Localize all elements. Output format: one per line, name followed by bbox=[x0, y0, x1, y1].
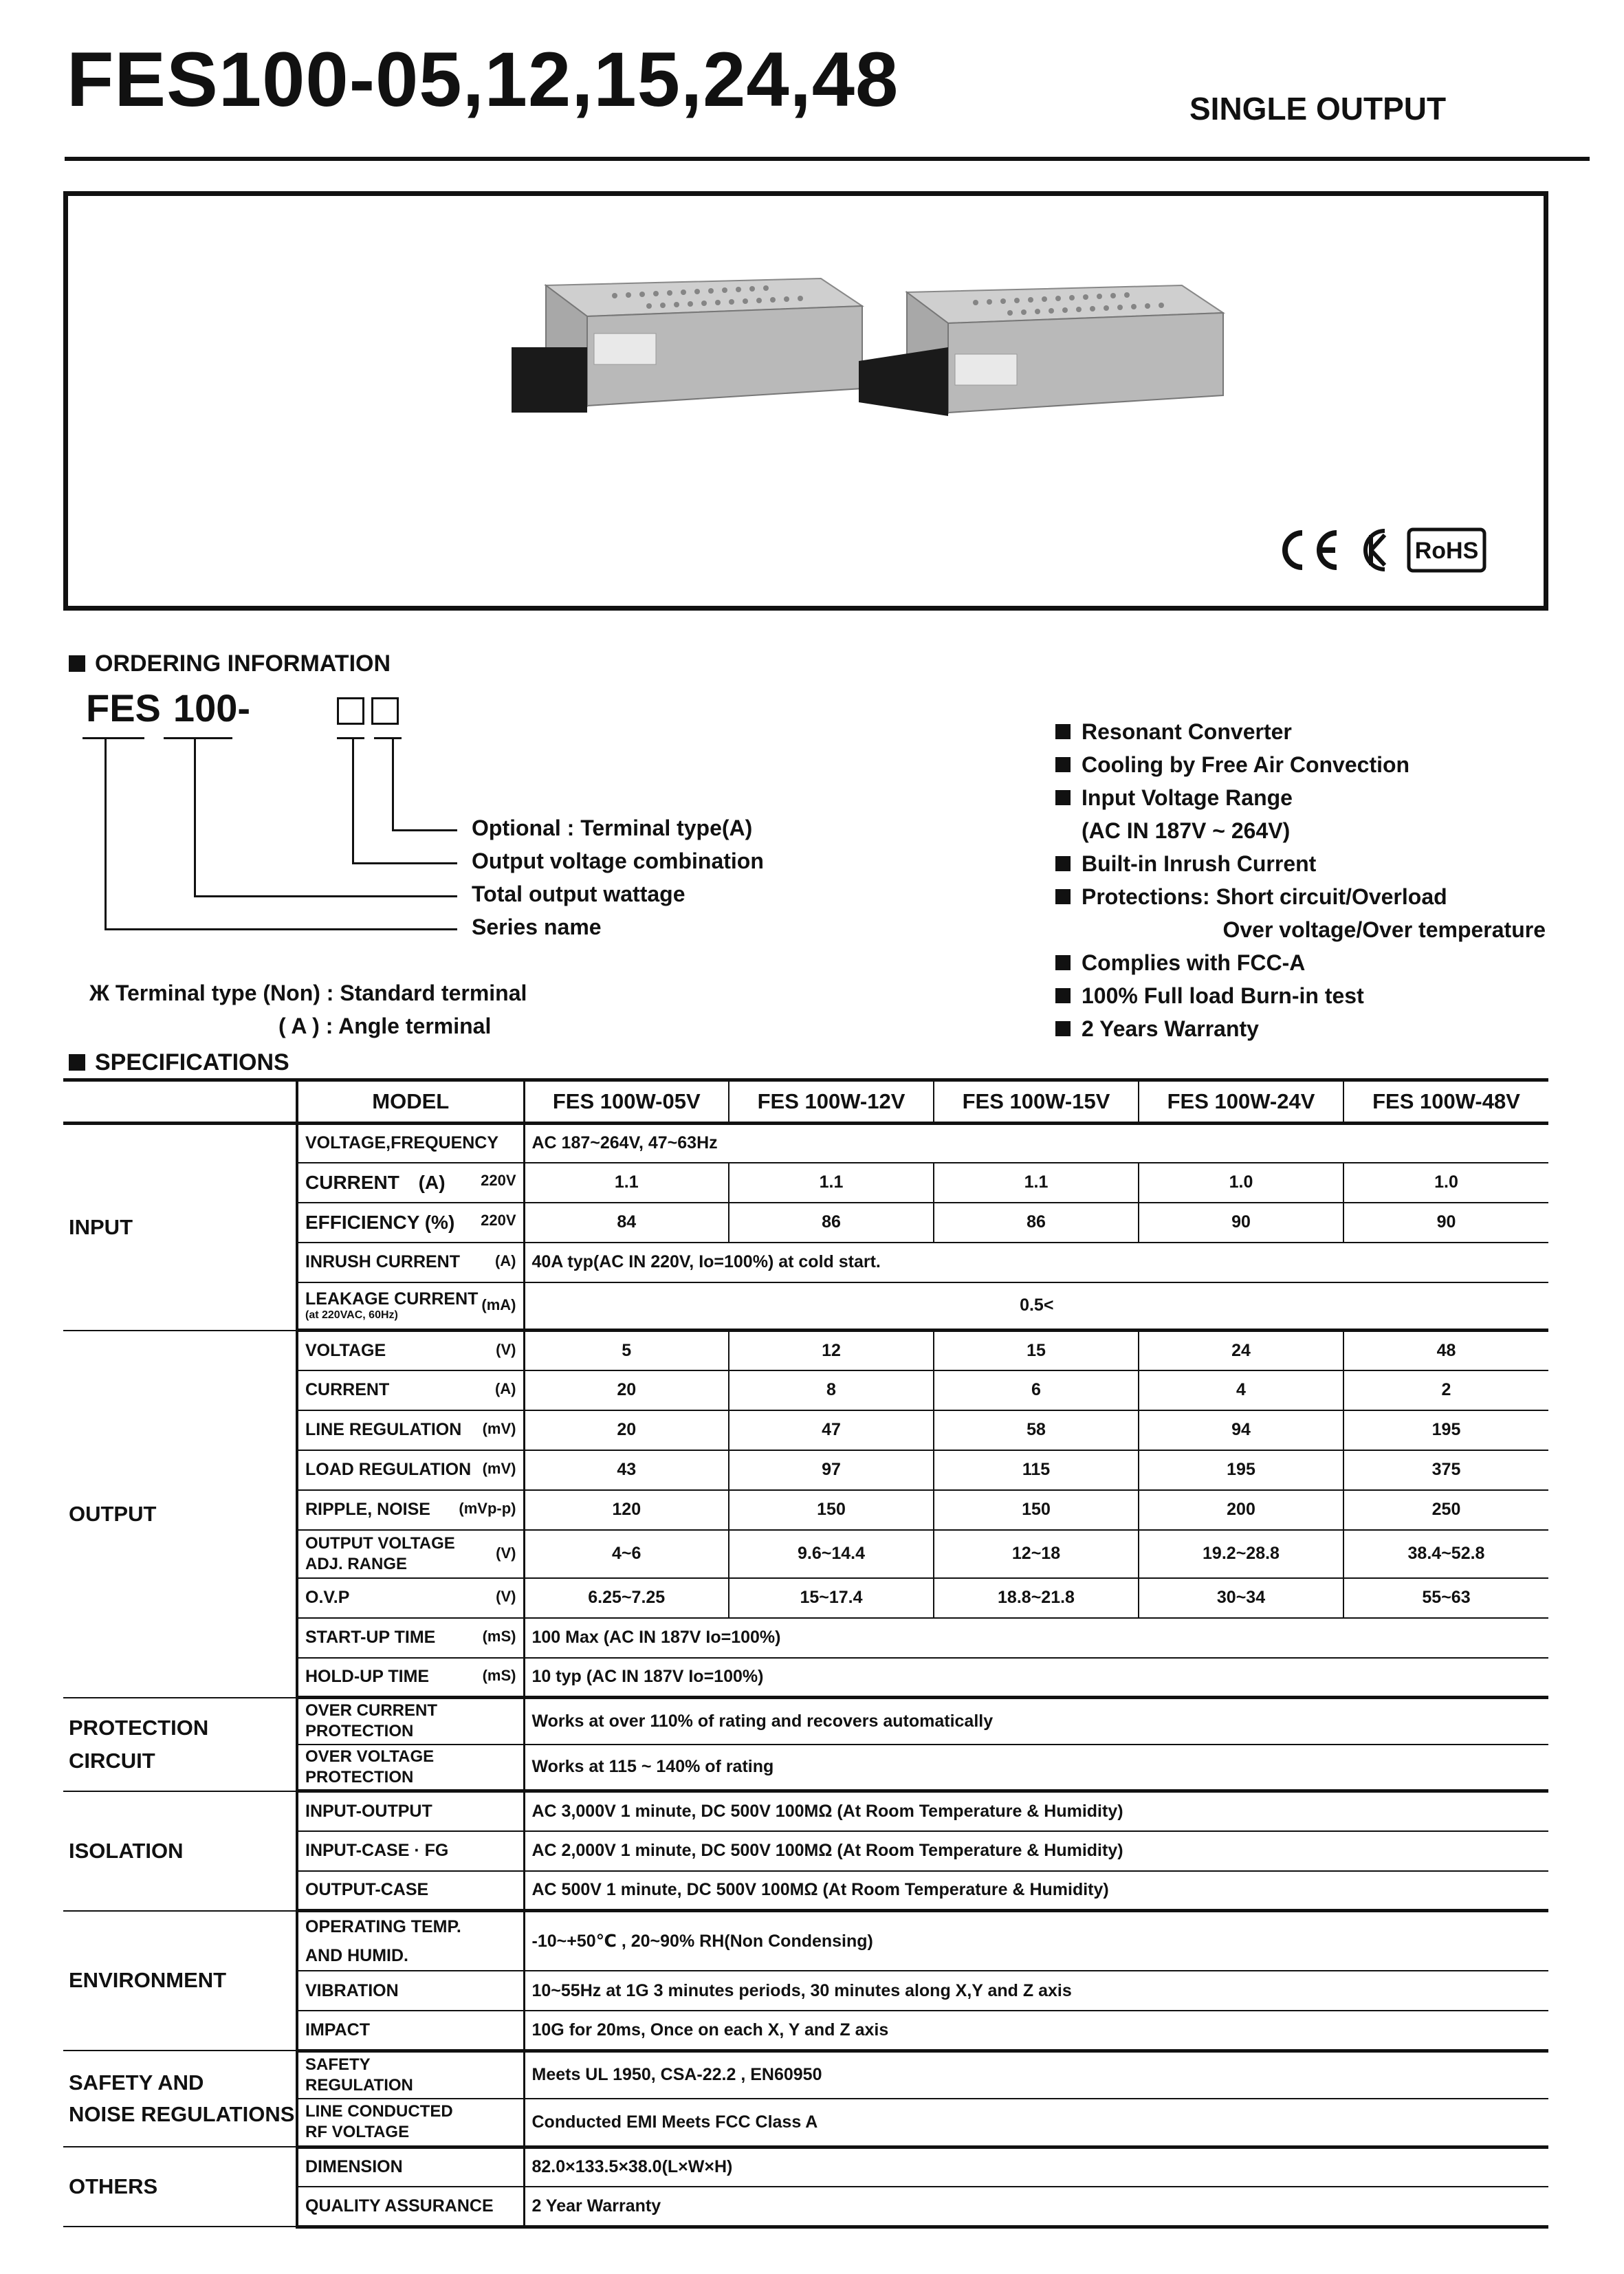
table-row: QUALITY ASSURANCE 2 Year Warranty bbox=[63, 2187, 1548, 2227]
bullet-square-icon bbox=[1055, 790, 1071, 805]
model-24v: FES 100W-24V bbox=[1139, 1080, 1343, 1124]
table-row: INRUSH CURRENT (A) 40A typ(AC IN 220V, Io=100%) at cold start. bbox=[63, 1243, 1548, 1282]
terminal-note-standard: Ж Terminal type (Non) : Standard terminal bbox=[89, 981, 527, 1005]
model-15v: FES 100W-15V bbox=[934, 1080, 1139, 1124]
ordering-heading: ORDERING INFORMATION bbox=[69, 652, 391, 675]
order-code-box bbox=[371, 697, 399, 725]
table-row: (V) OUTPUT VOLTAGE ADJ. RANGE 4~6 9.6~14.4 12~18 19.2~28.8 38.4~52.8 bbox=[63, 1530, 1548, 1578]
table-row: HOLD-UP TIME (mS) 10 typ (AC IN 187V Io=100%) bbox=[63, 1658, 1548, 1698]
group-environment: ENVIRONMENT bbox=[63, 1911, 297, 2051]
certification-marks bbox=[1275, 523, 1502, 578]
bullet-square-icon bbox=[1055, 1021, 1071, 1036]
table-row: LINE REGULATION (mV) 20 47 58 94 195 bbox=[63, 1410, 1548, 1450]
bullet-square-icon bbox=[1055, 988, 1071, 1003]
table-row: START-UP TIME (mS) 100 Max (AC IN 187V Io=100%) bbox=[63, 1618, 1548, 1658]
model-12v: FES 100W-12V bbox=[729, 1080, 934, 1124]
bullet-square-icon bbox=[69, 655, 85, 672]
table-row: LOAD REGULATION (mV) 43 97 115 195 375 bbox=[63, 1450, 1548, 1490]
table-row: CURRENT (A) 220V 1.1 1.1 1.1 1.0 1.0 bbox=[63, 1163, 1548, 1203]
group-isolation: ISOLATION bbox=[63, 1791, 297, 1911]
underline-box-2 bbox=[374, 737, 402, 739]
table-row: OUTPUT-CASE AC 500V 1 minute, DC 500V 100MΩ (At Room Temperature & Humidity) bbox=[63, 1871, 1548, 1911]
feature-item: Complies with FCC-A bbox=[1055, 946, 1546, 979]
bullet-square-icon bbox=[1055, 856, 1071, 871]
feature-item: Cooling by Free Air Convection bbox=[1055, 748, 1546, 781]
header-divider bbox=[65, 157, 1590, 161]
group-protection: PROTECTION CIRCUIT bbox=[63, 1698, 297, 1791]
svg-text:RoHS: RoHS bbox=[1414, 538, 1479, 564]
feature-item: 2 Years Warranty bbox=[1055, 1012, 1546, 1045]
order-code-watt: 100- bbox=[173, 686, 251, 730]
feature-item-continued: Over voltage/Over temperature bbox=[1222, 917, 1546, 942]
rohs-mark-icon bbox=[1409, 529, 1484, 571]
kc-mark-icon bbox=[1365, 531, 1385, 569]
order-code-box bbox=[337, 697, 364, 725]
underline-watt bbox=[164, 737, 232, 739]
ce-mark-icon bbox=[1285, 533, 1337, 567]
bullet-square-icon bbox=[1055, 757, 1071, 772]
order-label-wattage: Total output wattage bbox=[472, 882, 685, 906]
table-row: PROTECTION CIRCUIT OVER CURRENT PROTECTION Works at over 110% of rating and recovers automatically bbox=[63, 1698, 1548, 1745]
table-row: OUTPUT VOLTAGE (V) 5 12 15 24 48 bbox=[63, 1331, 1548, 1370]
feature-item-continued: (AC IN 187V ~ 264V) bbox=[1082, 818, 1291, 843]
bullet-square-icon bbox=[1055, 889, 1071, 904]
table-row: O.V.P (V) 6.25~7.25 15~17.4 18.8~21.8 30~34 55~63 bbox=[63, 1578, 1548, 1618]
bullet-square-icon bbox=[1055, 724, 1071, 739]
order-code bbox=[86, 686, 251, 730]
table-row: (mA) LEAKAGE CURRENT (at 220VAC, 60Hz) 0.5< bbox=[63, 1282, 1548, 1331]
underline-box-1 bbox=[337, 737, 364, 739]
table-row: RIPPLE, NOISE (mVp-p) 120 150 150 200 250 bbox=[63, 1490, 1548, 1530]
order-label-series: Series name bbox=[472, 915, 602, 939]
bullet-square-icon bbox=[69, 1054, 85, 1071]
model-label: MODEL bbox=[297, 1080, 524, 1124]
spec-table bbox=[63, 1078, 1548, 2229]
order-label-terminal: Optional : Terminal type(A) bbox=[472, 816, 753, 840]
page-title: FES100-05,12,15,24,48 bbox=[67, 36, 899, 122]
page-subtitle: SINGLE OUTPUT bbox=[1189, 91, 1447, 127]
feature-item: Protections: Short circuit/Overload bbox=[1055, 880, 1546, 913]
terminal-note-angle: ( A ) : Angle terminal bbox=[278, 1014, 492, 1038]
table-row: INPUT VOLTAGE,FREQUENCY AC 187~264V, 47~63Hz bbox=[63, 1124, 1548, 1163]
power-supply-image-angle bbox=[845, 272, 1271, 437]
group-input: INPUT bbox=[63, 1124, 297, 1331]
model-05v: FES 100W-05V bbox=[524, 1080, 729, 1124]
feature-item: Resonant Converter bbox=[1055, 715, 1546, 748]
table-row: LINE CONDUCTED RF VOLTAGE Conducted EMI Meets FCC Class A bbox=[63, 2099, 1548, 2147]
table-header-row bbox=[63, 1080, 1548, 1124]
model-48v: FES 100W-48V bbox=[1343, 1080, 1548, 1124]
table-row: EFFICIENCY (%) 220V 84 86 86 90 90 bbox=[63, 1203, 1548, 1243]
product-image-frame bbox=[63, 191, 1548, 611]
power-supply-image-standard bbox=[491, 265, 903, 430]
bullet-square-icon bbox=[1055, 955, 1071, 970]
group-output: OUTPUT bbox=[63, 1331, 297, 1698]
table-row: SAFETY AND NOISE REGULATIONS SAFETY REGULATION Meets UL 1950, CSA-22.2 , EN60950 bbox=[63, 2051, 1548, 2099]
group-others: OTHERS bbox=[63, 2147, 297, 2227]
table-row: IMPACT 10G for 20ms, Once on each X, Y and Z axis bbox=[63, 2011, 1548, 2051]
specifications-heading: SPECIFICATIONS bbox=[69, 1051, 289, 1074]
order-label-voltage: Output voltage combination bbox=[472, 849, 764, 873]
feature-list bbox=[1055, 715, 1546, 1045]
table-row: OTHERS DIMENSION 82.0×133.5×38.0(L×W×H) bbox=[63, 2147, 1548, 2187]
table-row: VIBRATION 10~55Hz at 1G 3 minutes periods, 30 minutes along X,Y and Z axis bbox=[63, 1971, 1548, 2011]
group-safety: SAFETY AND NOISE REGULATIONS bbox=[63, 2051, 297, 2147]
order-code-series: FES bbox=[86, 686, 161, 730]
feature-item: 100% Full load Burn-in test bbox=[1055, 979, 1546, 1012]
table-row: OVER VOLTAGE PROTECTION Works at 115 ~ 140% of rating bbox=[63, 1745, 1548, 1791]
table-row: CURRENT (A) 20 8 6 4 2 bbox=[63, 1370, 1548, 1410]
table-row: ENVIRONMENT OPERATING TEMP. AND HUMID. -10~+50℃ , 20~90% RH(Non Condensing) bbox=[63, 1911, 1548, 1971]
table-row: INPUT-CASE · FG AC 2,000V 1 minute, DC 500V 100MΩ (At Room Temperature & Humidity) bbox=[63, 1831, 1548, 1871]
feature-item: Input Voltage Range bbox=[1055, 781, 1546, 814]
feature-item: Built-in Inrush Current bbox=[1055, 847, 1546, 880]
table-row: ISOLATION INPUT-OUTPUT AC 3,000V 1 minute, DC 500V 100MΩ (At Room Temperature & Humidity) bbox=[63, 1791, 1548, 1831]
underline-series bbox=[83, 737, 144, 739]
order-code-boxes bbox=[337, 697, 399, 725]
